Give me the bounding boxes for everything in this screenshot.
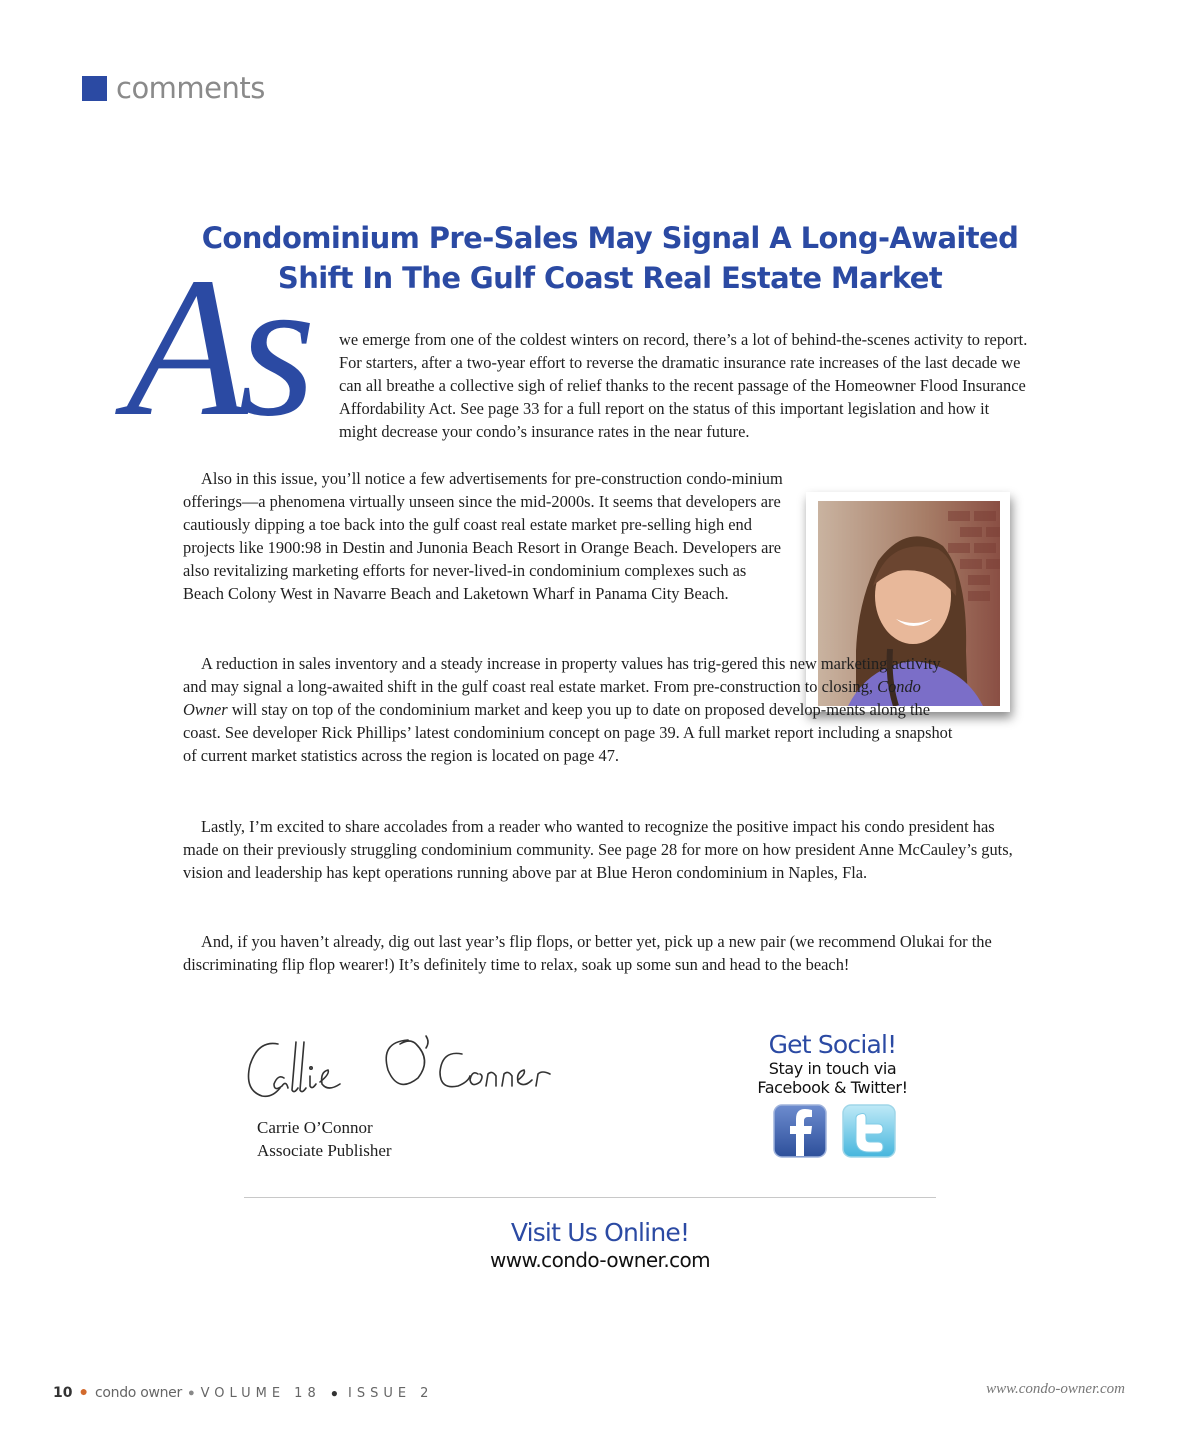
headline-line-1: Condominium Pre-Sales May Signal A Long-Awaited	[201, 221, 1019, 255]
para2-text-after: will stay on top of the condominium market and keep you up to date on proposed develop-ments along the coast. See developer Rick Phillips’ latest condominium concept on page 39. A full market report including a snapshot of current market statistics across the region is located on page 47.	[183, 700, 953, 765]
signature-title: Associate Publisher	[257, 1141, 392, 1160]
social-title: Get Social!	[768, 1030, 897, 1059]
facebook-icon[interactable]	[773, 1104, 827, 1158]
bullet-icon: ●	[79, 1385, 88, 1400]
publication-name-italic: Condo Owner	[183, 677, 921, 719]
signature-name: Carrie O’Connor	[257, 1118, 373, 1137]
page-number: 10	[53, 1385, 73, 1401]
headline-line-2: Shift In The Gulf Coast Real Estate Market	[277, 261, 943, 295]
body-paragraph-1: Also in this issue, you’ll notice a few advertisements for pre-construction condo-minium offerings—a phenomena virtually unseen since the mid-2000s. It seems that developers are cautiously dipping a toe back into the gulf coast real estate market pre-selling high end projects like 1900:98 in Destin and Junonia Beach Resort in Orange Beach. Developers are also revitalizing marketing efforts for never-lived-in condominium complexes such as Beach Colony West in Navarre Beach and Laketown Wharf in Panama City Beach.	[183, 469, 783, 603]
social-line-1: Stay in touch via	[768, 1059, 897, 1078]
para2-text-before: A reduction in sales inventory and a steady increase in property values has trig-gered this new marketing activity and may signal a long-awaited shift in the gulf coast real estate market. From pre-construction to closing,	[183, 654, 941, 696]
section-label-text: comments	[116, 71, 265, 105]
lead-paragraph: we emerge from one of the coldest winters on record, there’s a lot of behind-the-scenes activity to report. For starters, after a two-year effort to reverse the dramatic insurance rate increases of the last decade we can all breathe a collective sigh of relief thanks to the recent passage of the Homeowner Flood Insurance Affordability Act. See page 33 for a full report on the status of this important legislation and how it might decrease your condo’s insurance rates in the near future.	[339, 330, 1028, 441]
footer-left	[53, 1382, 433, 1404]
footer-volume: VOLUME 18	[200, 1385, 321, 1401]
twitter-icon[interactable]	[842, 1104, 896, 1158]
body-paragraph-4: And, if you haven’t already, dig out last year’s flip flops, or better yet, pick up a new pair (we recommend Olukai for the discriminating flip flop wearer!) It’s definitely time to relax, soak up some sun and head to the beach!	[183, 932, 992, 974]
visit-title: Visit Us Online!	[510, 1218, 690, 1247]
drop-cap: As	[126, 237, 306, 458]
body-paragraph-3: Lastly, I’m excited to share accolades from a reader who wanted to recognize the positive impact his condo president has made on their previously struggling condominium community. See page 28 for more on how president Anne McCauley’s guts, vision and leadership has kept operations running above par at Blue Heron condominium in Naples, Fla.	[183, 817, 1013, 882]
section-label	[82, 68, 265, 108]
article-headline	[200, 218, 1020, 298]
visit-url-link[interactable]: www.condo-owner.com	[489, 1248, 711, 1272]
social-line-2: Facebook & Twitter!	[757, 1078, 908, 1097]
divider	[244, 1197, 936, 1198]
footer-publication: condo owner	[94, 1385, 182, 1401]
handwritten-signature	[240, 1030, 560, 1110]
bullet-icon: ●	[330, 1385, 338, 1400]
bullet-icon: ●	[187, 1387, 195, 1399]
footer-website: www.condo-owner.com	[986, 1381, 1125, 1397]
footer-issue: ISSUE 2	[347, 1385, 434, 1401]
body-paragraph-2	[183, 652, 953, 767]
section-square-icon	[82, 76, 107, 101]
